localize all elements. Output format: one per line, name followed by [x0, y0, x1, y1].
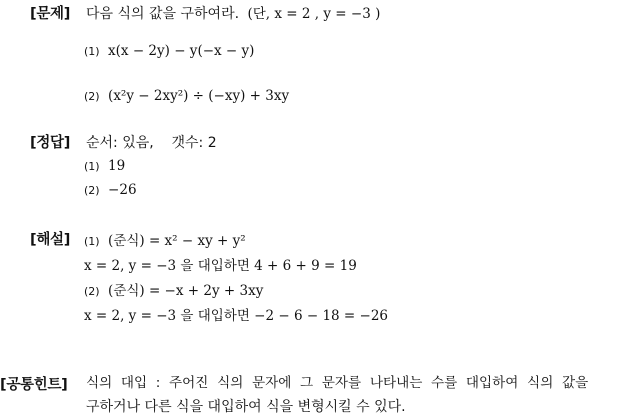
solution-line-1 [84, 229, 246, 249]
hint-line-2: 구하거나 다른 식을 대입하여 식을 변형시킬 수 있다. [86, 399, 406, 415]
answer-item-1-value: 19 [108, 158, 126, 174]
answer-item-1-number: (1) [84, 160, 100, 173]
problem-item-2-expr: (x²y − 2xy²) ÷ (−xy) + 3xy [108, 88, 290, 104]
problem-item-1 [84, 43, 254, 59]
problem-given: (단, x = 2 , y = −3 ) [247, 6, 381, 22]
solution-line-3-number: (2) [84, 285, 100, 298]
solution-line-2-text: x = 2, y = −3 을 대입하면 4 + 6 + 9 = 19 [84, 258, 357, 274]
solution-line-1-number: (1) [84, 235, 100, 248]
answer-note: 순서: 있음, 갯수: 2 [86, 135, 217, 151]
hint-line-1: 식의 대입 : 주어진 식의 문자에 그 문자를 나타내는 수를 대입하여 식의 값을 [86, 375, 589, 391]
answer-item-2 [84, 182, 137, 198]
problem-label: [문제] [30, 6, 71, 22]
solution-line-4 [84, 304, 388, 324]
problem-prompt-text: 다음 식의 값을 구하여라. [86, 6, 240, 22]
problem-item-2-number: (2) [84, 90, 100, 103]
hint-label: [공통힌트] [0, 377, 68, 393]
problem-item-1-number: (1) [84, 45, 100, 58]
answer-item-2-value: −26 [108, 182, 137, 198]
solution-line-1-text: (준식) = x² − xy + y² [108, 233, 246, 249]
solution-label: [해설] [30, 232, 71, 248]
solution-line-3-text: (준식) = −x + 2y + 3xy [108, 283, 264, 299]
solution-line-2 [84, 254, 357, 274]
problem-item-2 [84, 88, 289, 104]
problem-item-1-expr: x(x − 2y) − y(−x − y) [108, 43, 255, 59]
answer-item-1 [84, 158, 125, 174]
solution-line-3 [84, 279, 263, 299]
problem-prompt [86, 2, 380, 23]
answer-item-2-number: (2) [84, 184, 100, 197]
answer-label: [정답] [30, 135, 71, 151]
solution-line-4-text: x = 2, y = −3 을 대입하면 −2 − 6 − 18 = −26 [84, 308, 389, 324]
